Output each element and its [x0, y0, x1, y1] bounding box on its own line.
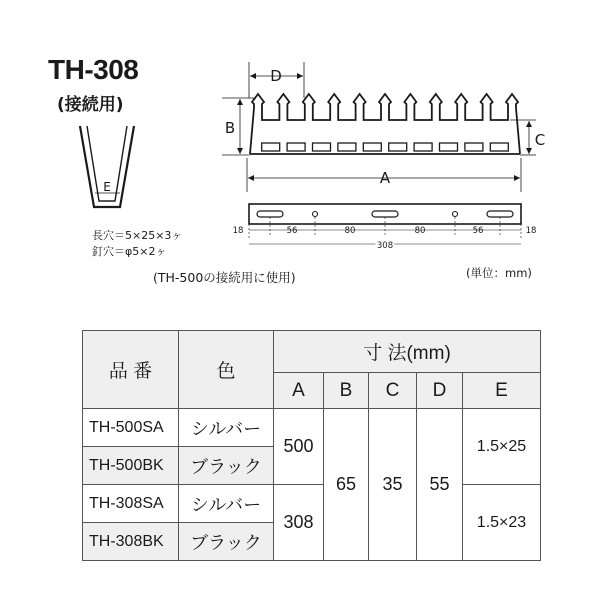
- color-cell: ブラック: [179, 523, 274, 561]
- header-color: 色: [179, 331, 274, 409]
- color-cell: シルバー: [179, 409, 274, 447]
- product-title: TH-308: [48, 54, 139, 85]
- header-c: C: [369, 373, 417, 409]
- svg-text:E: E: [103, 180, 111, 194]
- dim-56-right: 56: [472, 226, 484, 236]
- comb-slot: [389, 143, 407, 151]
- dimension-a: [247, 158, 521, 192]
- header-model: 品 番: [83, 331, 179, 409]
- svg-text:D: D: [270, 67, 282, 85]
- model-cell: TH-500SA: [83, 409, 179, 447]
- spec-table: [82, 330, 541, 561]
- c-value-cell: 35: [369, 409, 417, 561]
- nail-holes-note: 釘穴＝φ5×2ヶ: [92, 245, 167, 258]
- comb-slot: [287, 143, 305, 151]
- comb-slot: [490, 143, 508, 151]
- dim-18-right: 18: [525, 226, 537, 236]
- header-e: E: [463, 373, 541, 409]
- svg-text:A: A: [379, 169, 391, 187]
- table-row: [83, 409, 541, 447]
- model-cell: TH-308SA: [83, 485, 179, 523]
- unit-label: (単位：mm): [466, 266, 532, 280]
- dim-80-left: 80: [344, 226, 356, 236]
- comb-slot: [262, 143, 280, 151]
- dim-80-right: 80: [414, 226, 426, 236]
- color-cell: シルバー: [179, 485, 274, 523]
- comb-slot: [338, 143, 356, 151]
- dim-56-left: 56: [286, 226, 298, 236]
- table-row: [83, 485, 541, 523]
- e-value-cell: 1.5×25: [463, 409, 541, 485]
- header-b: B: [324, 373, 369, 409]
- header-a: A: [274, 373, 324, 409]
- product-subtitle: (接続用): [57, 95, 124, 115]
- dim-308-total: 308: [376, 241, 394, 251]
- side-profile-drawing: [80, 126, 134, 207]
- dimension-c: [510, 120, 545, 155]
- a-value-cell: 308: [274, 485, 324, 561]
- d-value-cell: 55: [417, 409, 463, 561]
- front-view-drawing: [250, 94, 520, 154]
- a-value-cell: 500: [274, 409, 324, 485]
- comb-slot: [363, 143, 381, 151]
- comb-slot: [414, 143, 432, 151]
- model-cell: TH-308BK: [83, 523, 179, 561]
- plan-view-drawing: [249, 204, 521, 244]
- comb-slot: [313, 143, 331, 151]
- svg-text:B: B: [224, 119, 236, 137]
- comb-slot: [440, 143, 458, 151]
- usage-note: (TH-500の接続用に使用): [153, 270, 296, 285]
- comb-slot: [465, 143, 483, 151]
- dim-18-left: 18: [232, 226, 244, 236]
- model-cell: TH-500BK: [83, 447, 179, 485]
- b-value-cell: 65: [324, 409, 369, 561]
- e-value-cell: 1.5×23: [463, 485, 541, 561]
- slot-holes-note: 長穴＝5×25×3ヶ: [92, 229, 183, 242]
- header-dimensions: 寸 法(mm): [274, 331, 541, 373]
- svg-text:C: C: [534, 131, 546, 149]
- dimension-d: [249, 62, 304, 98]
- header-d: D: [417, 373, 463, 409]
- color-cell: ブラック: [179, 447, 274, 485]
